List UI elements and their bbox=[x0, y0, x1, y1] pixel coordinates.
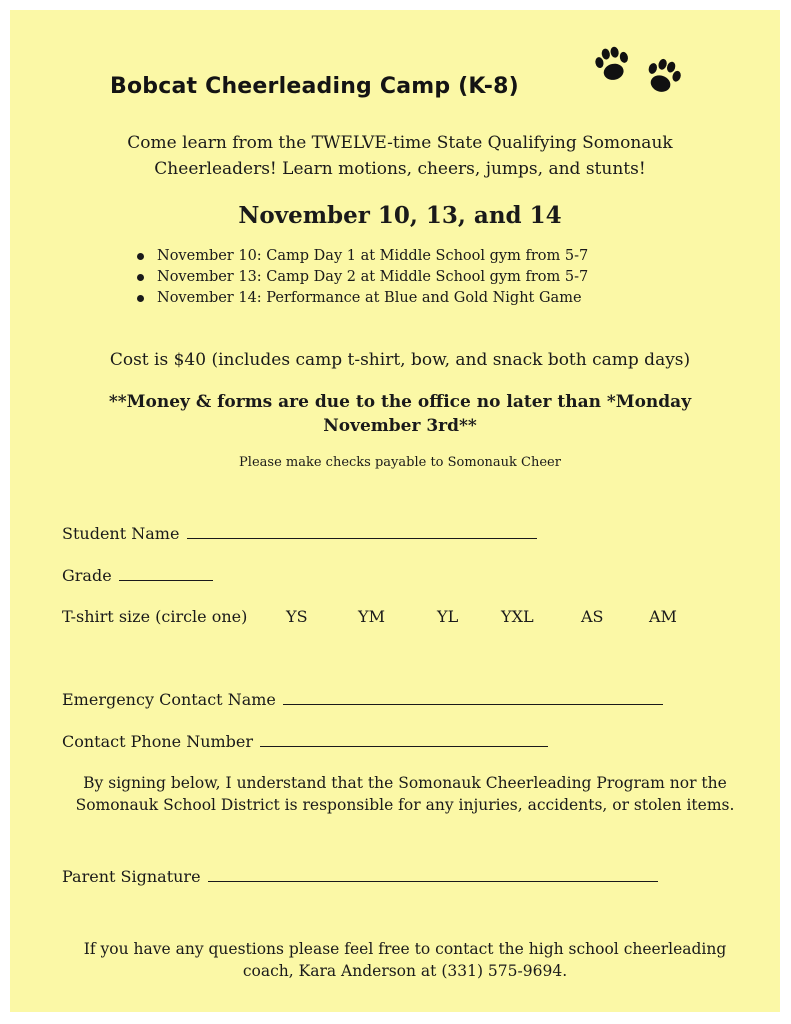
schedule-list bbox=[135, 246, 588, 309]
intro-line: Cheerleaders! Learn motions, cheers, jumps, and stunts! bbox=[154, 159, 646, 179]
disclaimer-line: By signing below, I understand that the Somonauk Cheerleading Program nor the bbox=[83, 774, 727, 792]
emergency-contact-field[interactable] bbox=[283, 690, 663, 705]
phone-row bbox=[62, 732, 548, 751]
checks-note: Please make checks payable to Somonauk Cheer bbox=[239, 455, 561, 470]
schedule-item: November 14: Performance at Blue and Gold Night Game bbox=[135, 288, 588, 309]
phone-label: Contact Phone Number bbox=[62, 732, 254, 751]
contact-line: coach, Kara Anderson at (331) 575-9694. bbox=[242, 962, 568, 980]
emergency-contact-label: Emergency Contact Name bbox=[62, 690, 276, 709]
paw-prints-decoration bbox=[590, 40, 690, 100]
due-line: November 3rd** bbox=[323, 416, 477, 436]
tshirt-size-ym[interactable]: YM bbox=[358, 607, 385, 626]
due-line: **Money & forms are due to the office no later than *Monday bbox=[108, 392, 692, 412]
cost-text: Cost is $40 (includes camp t-shirt, bow, and snack both camp days) bbox=[109, 350, 691, 370]
emergency-contact-row bbox=[62, 690, 663, 709]
flyer-title: Bobcat Cheerleading Camp (K-8) bbox=[110, 74, 519, 99]
paw-print-icon bbox=[643, 55, 684, 96]
grade-label: Grade bbox=[62, 566, 112, 585]
contact-text bbox=[60, 938, 750, 982]
grade-row bbox=[62, 566, 213, 585]
intro-line: Come learn from the TWELVE-time State Qualifying Somonauk bbox=[127, 133, 673, 153]
tshirt-size-label: T-shirt size (circle one) bbox=[62, 607, 248, 626]
signature-field[interactable] bbox=[208, 867, 658, 882]
signature-row bbox=[62, 867, 658, 886]
student-name-field[interactable] bbox=[187, 524, 537, 539]
disclaimer-text bbox=[60, 772, 750, 816]
disclaimer-line: Somonauk School District is responsible for any injuries, accidents, or stolen items. bbox=[75, 796, 735, 814]
tshirt-size-yl[interactable]: YL bbox=[437, 607, 459, 626]
contact-line: If you have any questions please feel free to contact the high school cheerleading bbox=[83, 940, 727, 958]
tshirt-size-am[interactable]: AM bbox=[649, 607, 677, 626]
grade-field[interactable] bbox=[119, 566, 213, 581]
signature-label: Parent Signature bbox=[62, 867, 201, 886]
phone-field[interactable] bbox=[260, 732, 548, 747]
student-name-row bbox=[62, 524, 537, 543]
schedule-item: November 13: Camp Day 2 at Middle School gym from 5-7 bbox=[135, 267, 588, 288]
flyer-page bbox=[10, 10, 780, 1012]
dates-heading: November 10, 13, and 14 bbox=[238, 202, 562, 229]
schedule-item: November 10: Camp Day 1 at Middle School gym from 5-7 bbox=[135, 246, 588, 267]
tshirt-size-row bbox=[62, 607, 702, 629]
student-name-label: Student Name bbox=[62, 524, 180, 543]
due-notice bbox=[70, 390, 730, 438]
paw-print-icon bbox=[593, 44, 632, 83]
tshirt-size-ys[interactable]: YS bbox=[286, 607, 308, 626]
intro-text bbox=[50, 130, 750, 182]
tshirt-size-as[interactable]: AS bbox=[581, 607, 604, 626]
tshirt-size-yxl[interactable]: YXL bbox=[501, 607, 534, 626]
